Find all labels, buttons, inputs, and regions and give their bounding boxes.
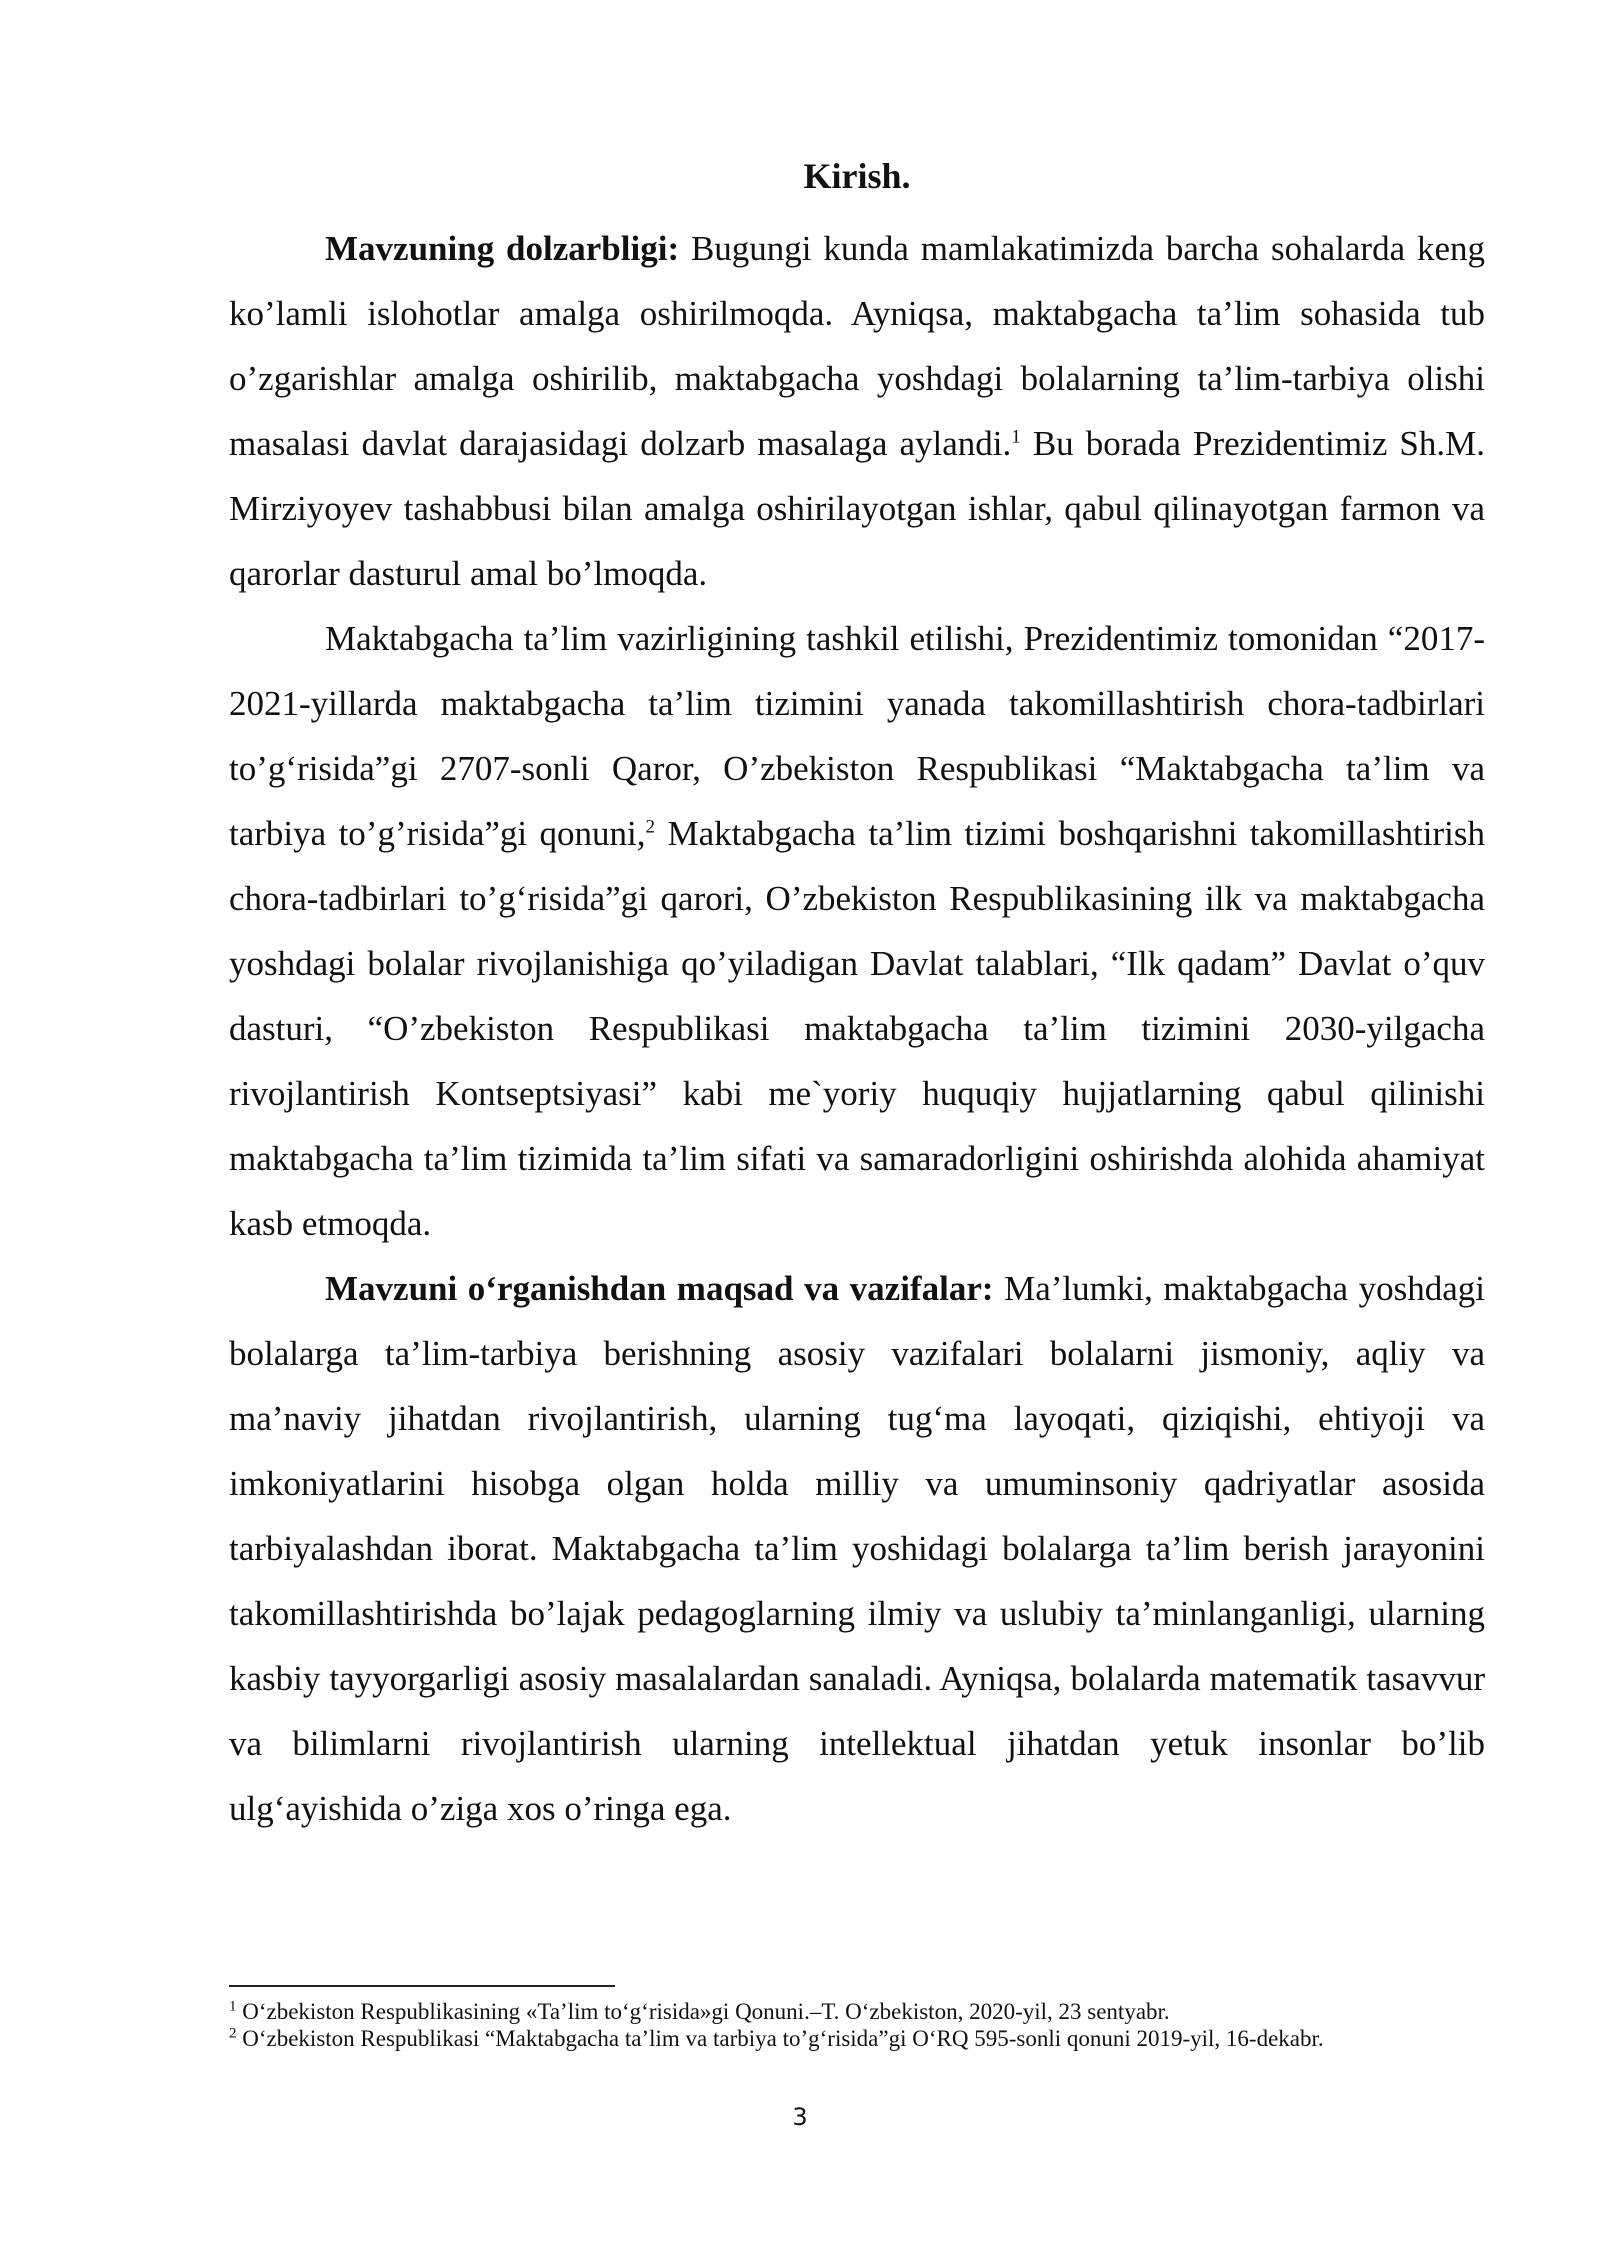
paragraph-text: Ma’lumki, maktabgacha yoshdagi bolalarga ta’lim-tarbiya berishning asosiy vazifalari bolalarni jismoniy, aqliy va ma’naviy jihatdan rivojlantirish, ularning tug‘ma layoqati, qiziqishi, ehtiyoji va imkoniyatlarini hisobga olgan holda milliy va umuminsoniy qadriyatlar asosida tarbiyalashdan iborat. Maktabgacha ta’lim yoshidagi bolalarga ta’lim berish jarayonini takomillashtirishda bo’lajak pedagoglarning ilmiy va uslubiy ta’minlanganligi, ularning kasbiy tayyorgarligi asosiy masalalardan sanaladi. Ayniqsa, bolalarda matematik tasavvur va bilimlarni rivojlantirish ularning intellektual jihatdan yetuk insonlar bo’lib ulg‘ayishida o’ziga xos o’ringa ega. xyxy=(229,1269,1486,1828)
paragraph-legislation xyxy=(229,606,1485,1256)
footnote-reference[interactable]: 1 xyxy=(1011,426,1021,448)
paragraph-heading: Mavzuning dolzarbligi: xyxy=(325,229,680,268)
footnote-1 xyxy=(229,1998,1485,2025)
footnote-reference[interactable]: 2 xyxy=(645,816,656,838)
footnote-marker: 2 xyxy=(229,2025,237,2042)
footnotes xyxy=(229,1998,1485,2052)
footnote-marker: 1 xyxy=(229,1998,237,2015)
paragraph-objectives xyxy=(229,1256,1485,1841)
footnote-text: O‘zbekiston Respublikasi “Maktabgacha ta’lim va tarbiya to’g‘risida”gi O‘RQ 595-sonli qonuni 2019-yil, 16-dekabr. xyxy=(236,2026,1324,2051)
footnote-separator xyxy=(229,1985,615,1987)
page-number: 3 xyxy=(792,2103,808,2131)
paragraph-relevance xyxy=(229,216,1485,606)
paragraph-heading: Mavzuni o‘rganishdan maqsad va vazifalar: xyxy=(325,1269,994,1308)
paragraph-text: Maktabgacha ta’lim tizimi boshqarishni takomillashtirish chora-tadbirlari to’g‘risida”gi qarori, O’zbekiston Respublikasining ilk va maktabgacha yoshdagi bolalar rivojlanishiga qo’yiladigan Davlat talablari, “Ilk qadam” Davlat o’quv dasturi, “O’zbekiston Respublikasi maktabgacha ta’lim tizimini 2030-yilgacha rivojlantirish Kontseptsiyasi” kabi me`yoriy huquqiy hujjatlarning qabul qilinishi maktabgacha ta’lim tizimida ta’lim sifati va samaradorligini oshirishda alohida ahamiyat kasb etmoqda. xyxy=(229,814,1485,1243)
footnote-text: O‘zbekiston Respublikasining «Ta’lim to‘g‘risida»gi Qonuni.–T. O‘zbekiston, 2020-yil, 23 sentyabr. xyxy=(236,1999,1170,2024)
main-text xyxy=(229,150,1485,1841)
page-title: Kirish. xyxy=(803,156,911,196)
paragraph-text: Bu borada Prezidentimiz Sh.M. Mirziyoyev tashabbusi bilan amalga oshirilayotgan ishlar, qabul qilinayotgan farmon va qarorlar dasturul amal bo’lmoqda. xyxy=(229,424,1485,593)
paragraph-text: Maktabgacha ta’lim vazirligining tashkil etilishi, Prezidentimiz tomonidan “2017-2021-yillarda maktabgacha ta’lim tizimini yanada takomillashtirish chora-tadbirlari to’g‘risida”gi 2707-sonli Qaror, O’zbekiston Respublikasi “Maktabgacha ta’lim va tarbiya to’g’risida”gi qonuni, xyxy=(229,619,1485,853)
footnote-2 xyxy=(229,2025,1485,2052)
paragraph-text: Bugungi kunda mamlakatimizda barcha sohalarda keng ko’lamli islohotlar amalga oshirilmoqda. Ayniqsa, maktabgacha ta’lim sohasida tub o’zgarishlar amalga oshirilib, maktabgacha yoshdagi bolalarning ta’lim-tarbiya olishi masalasi davlat darajasidagi dolzarb masalaga aylandi. xyxy=(229,229,1485,463)
